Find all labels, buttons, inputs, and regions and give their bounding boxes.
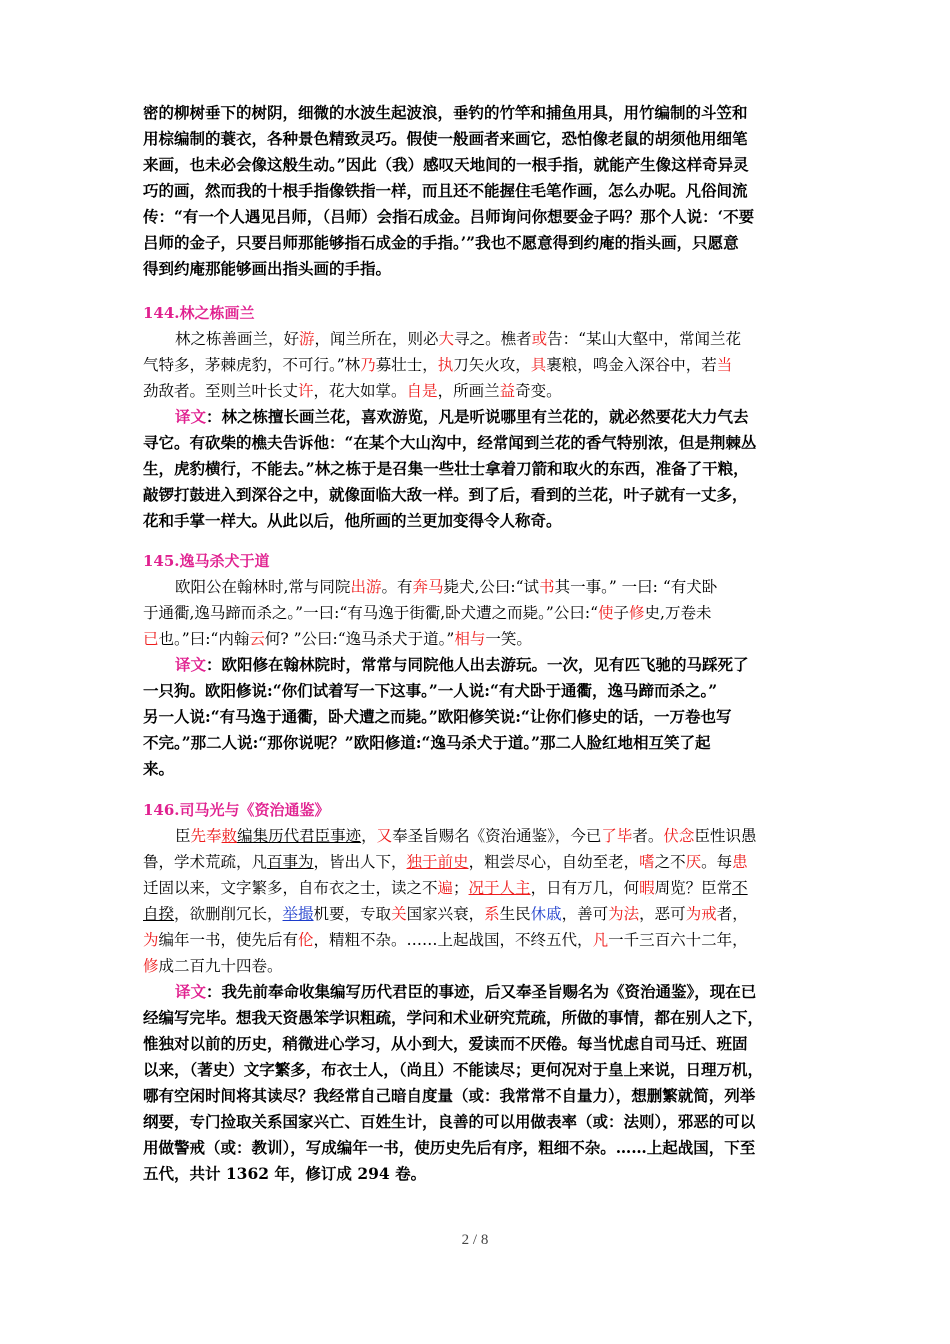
keyword: 遍 [437, 879, 454, 897]
keyword: 游 [299, 330, 315, 348]
text-run: 国家兴衰， [406, 905, 485, 923]
keyword: 云 [249, 630, 265, 648]
translation-line [143, 979, 813, 1005]
text-run: 一笑。 [485, 630, 532, 648]
keyword: 相与 [454, 630, 486, 648]
text-run: 。有 [381, 578, 413, 596]
keyword: 了 [601, 827, 617, 845]
text-run: ，欲删削冗长， [174, 905, 283, 923]
translation-line: 纲要，专门捡取关系国家兴亡、百姓生计，良善的可以用做表率（或：法则），邪恶的可以 [143, 1112, 756, 1131]
original-text-line [143, 875, 813, 901]
text-run: 裹粮，鸣金入深谷中，若 [546, 356, 717, 374]
keyword: 使 [598, 604, 614, 622]
translation-line: 五代，共计 1362 年，修订成 294 卷。 [143, 1164, 427, 1183]
keyword: 自是 [406, 382, 438, 400]
text-line: 用棕编制的蓑衣，各种景色精致灵巧。假使一般画者来画它，恐怕像老鼠的胡须他用细笔 [143, 129, 748, 148]
text-run: 寻之。樵者 [454, 330, 532, 348]
text-run: 。每 [701, 853, 733, 871]
underlined-phrase: 不 [732, 879, 748, 897]
text-line: 密的柳树垂下的树阴，细微的水波生起波浪，垂钓的竹竿和捕鱼用具，用竹编制的斗笠和 [143, 103, 748, 122]
text-run: 告：“某山大壑中，常闻兰花 [547, 330, 742, 348]
keyword: 当 [716, 356, 733, 374]
text-run: ：林之栋擅长画兰花，喜欢游览，凡是听说哪里有兰花的，就必然要花大力气去 [206, 407, 749, 426]
keyword: 具 [530, 356, 547, 374]
text-line: 来画，也未必会像这般生动。”因此（我）感叹天地间的一根手指，就能产生像这样奇异灵 [143, 155, 749, 174]
translation-line: 经编写完毕。想我天资愚笨学识粗疏，学问和术业研究荒疏，所做的事情，都在别人之下， [143, 1008, 764, 1027]
keyword: 先 [190, 827, 207, 845]
intro-paragraph [143, 100, 813, 282]
text-run: 之不 [654, 853, 686, 871]
original-text-line [143, 901, 813, 927]
text-run: 迁固以来，文字繁多，自布衣之士，读之不 [143, 879, 438, 897]
text-line: 巧的画，然而我的十根手指像铁指一样，而且还不能握住毛笔作画，怎么办呢。凡俗间流 [143, 181, 748, 200]
translation-label: 译文 [175, 407, 207, 426]
translation-line: 惟独对以前的历史，稍微进心学习，从小到大，爱读而不厌倦。每当忧虑自司马迁、班固 [143, 1034, 748, 1053]
text-run: ，日有万几，何 [530, 879, 640, 897]
translation-line: 以来，（著史）文字繁多，布衣士人，（尚且）不能读尽；更何况对于皇上来说，日理万机， [143, 1060, 764, 1079]
text-run: 鲁，学术荒疏，凡 [143, 853, 268, 871]
text-run: 欧阳公在翰林时,常与同院 [175, 578, 351, 596]
original-text-line [143, 849, 813, 875]
keyword: 敕 [221, 827, 238, 845]
translation-line: 敲锣打鼓进入到深谷之中，就像面临大敌一样。到了后，看到的兰花，叶子就有一丈多， [143, 485, 748, 504]
text-line: 吕师的金子，只要吕师那能够指石成金的手指。’”我也不愿意得到约庵的指头画，只愿意 [143, 233, 739, 252]
original-text-line [143, 600, 813, 626]
translation-line: 另一人说:“有马逸于通衢，卧犬遭之而毙。”欧阳修笑说:“让你们修史的话，一万卷也写 [143, 707, 732, 726]
original-text-line [143, 823, 813, 849]
keyword: 执 [437, 356, 454, 374]
text-run: 编年一书，使先后有 [158, 931, 299, 949]
keyword: 厌 [685, 853, 702, 871]
keyword: 患 [732, 853, 748, 871]
text-run: 者。 [632, 827, 664, 845]
keyword: 独于前史 [406, 853, 469, 871]
keyword: 书 [539, 578, 555, 596]
keyword: 况于人主 [468, 879, 531, 897]
underlined-phrase: 自揆 [143, 905, 175, 923]
keyword: 已 [143, 630, 159, 648]
translation-line: 花和手掌一样大。从此以后，他所画的兰更加变得令人称奇。 [143, 511, 562, 530]
text-run: 臣性识愚 [694, 827, 757, 845]
keyword: 又 [376, 827, 393, 845]
translation-label: 译文 [175, 982, 207, 1001]
keyword: 伏念 [663, 827, 695, 845]
text-run: ，所画兰 [437, 382, 500, 400]
original-text-line [143, 378, 813, 404]
text-run: 机要，专取 [313, 905, 392, 923]
text-run: 于通衢,逸马蹄而杀之。”一曰:“有马逸于街衢,卧犬遭之而毙。”公曰:“ [143, 604, 598, 622]
text-run: ，精粗不杂。……上起战国，不终五代， [313, 931, 593, 949]
text-line: 传：“有一个人遇见吕师，（吕师）会指石成金。吕师询问你想要金子吗？那个人说：‘不要 [143, 207, 755, 226]
section-146 [143, 797, 813, 1187]
keyword: 为戒 [685, 905, 717, 923]
section-145 [143, 548, 813, 782]
keyword: 毕 [616, 827, 633, 845]
original-text-line [143, 574, 813, 600]
original-text-line [143, 352, 813, 378]
text-run: 毙犬,公曰:“试 [443, 578, 540, 596]
keyword: 出游 [350, 578, 382, 596]
keyword: 系 [484, 905, 500, 923]
translation-line: 生，虎豹横行，不能去。”林之栋于是召集一些壮士拿着刀箭和取火的东西，准备了干粮， [143, 459, 749, 478]
keyword: 修 [143, 957, 159, 975]
text-run: ：欧阳修在翰林院时，常常与同院他人出去游玩。一次，见有匹飞驰的马踩死了 [206, 655, 749, 674]
text-run: ， [361, 827, 377, 845]
text-run: 劲敌者。至则兰叶长丈 [143, 382, 299, 400]
keyword: 大 [438, 330, 455, 348]
text-run: 也。”曰:“内翰 [158, 630, 250, 648]
translation-label: 译文 [175, 655, 207, 674]
keyword: 奉 [206, 827, 222, 845]
keyword: 益 [499, 382, 516, 400]
translation-line: 哪有空闲时间将其读尽？我经常自己暗自度量（或：我常常不自量力），想删繁就简，列举 [143, 1086, 756, 1105]
original-text-line [143, 953, 813, 979]
underlined-phrase: 编集历代君臣事迹 [237, 827, 362, 845]
keyword: 为 [143, 931, 159, 949]
section-title: 146.司马光与《资治通鉴》 [143, 801, 330, 819]
text-run: 臣 [175, 827, 191, 845]
keyword: 暇 [639, 879, 655, 897]
original-text-line [143, 326, 813, 352]
text-run: ； [453, 879, 469, 897]
translation-line: 一只狗。欧阳修说:“你们试着写一下这事。”一人说:“有犬卧于通衢，逸马蹄而杀之。” [143, 681, 718, 700]
text-run: 奇变。 [515, 382, 562, 400]
text-run: 史,万卷未 [644, 604, 712, 622]
section-title: 144.林之栋画兰 [143, 304, 255, 322]
text-run: 生民 [499, 905, 531, 923]
keyword: 乃 [360, 356, 376, 374]
text-run: ：我先前奉命收集编写历代君臣的事迹，后又奉圣旨赐名为《资治通鉴》，现在已 [206, 982, 757, 1001]
keyword: 或 [531, 330, 548, 348]
keyword: 伦 [298, 931, 314, 949]
text-run: 一千三百六十二年， [608, 931, 748, 949]
translation-line [143, 404, 813, 430]
keyword: 凡 [592, 931, 609, 949]
page-number: 2 / 8 [461, 1232, 489, 1248]
translation-line: 用做警戒（或：教训），写成编年一书，使历史先后有序，粗细不杂。……上起战国，下至 [143, 1138, 756, 1157]
text-run: 者， [716, 905, 748, 923]
translation-line: 寻它。有砍柴的樵夫告诉他：“在某个大山沟中，经常闻到兰花的香气特别浓，但是荆棘丛 [143, 433, 757, 452]
text-run: ，闻兰所在，则必 [314, 330, 439, 348]
text-run: 其一事。” 一曰: “有犬卧 [554, 578, 718, 596]
underlined-phrase: 百事为 [267, 853, 314, 871]
keyword: 嗜 [639, 853, 655, 871]
text-run: ，粗尝尽心，自幼至老， [468, 853, 640, 871]
text-run: 刀矢火攻， [453, 356, 531, 374]
text-line: 得到约庵那能够画出指头画的手指。 [143, 259, 392, 278]
text-run: 林之栋善画兰，好 [175, 330, 300, 348]
translation-line: 来。 [143, 759, 175, 778]
text-run: 气特多，茅棘虎豹，不可行。”林 [143, 356, 361, 374]
section-144 [143, 300, 813, 534]
text-run: ，善可 [561, 905, 609, 923]
text-run: ，花大如掌。 [313, 382, 407, 400]
keyword: 休戚 [530, 905, 562, 923]
original-text-line [143, 626, 813, 652]
text-run: 募壮士， [375, 356, 438, 374]
text-run: 何? ”公曰:“逸马杀犬于道。” [264, 630, 455, 648]
text-run: 周览？臣常 [654, 879, 733, 897]
text-run: ，皆出人下， [313, 853, 407, 871]
keyword: 许 [298, 382, 314, 400]
translation-line: 不完。”那二人说:“那你说呢？”欧阳修道:“逸马杀犬于道。”那二人脸红地相互笑了起 [143, 733, 711, 752]
keyword: 奔马 [412, 578, 444, 596]
keyword: 举撮 [282, 905, 314, 923]
keyword: 为法 [608, 905, 640, 923]
original-text-line [143, 927, 813, 953]
section-title: 145.逸马杀犬于道 [143, 552, 270, 570]
text-run: 子 [613, 604, 630, 622]
keyword: 关 [391, 905, 407, 923]
text-run: 奉圣旨赐名《资治通鉴》，今已 [392, 827, 602, 845]
text-run: 成二百九十四卷。 [158, 957, 283, 975]
translation-line [143, 652, 813, 678]
text-run: ，恶可 [639, 905, 686, 923]
keyword: 修 [629, 604, 645, 622]
